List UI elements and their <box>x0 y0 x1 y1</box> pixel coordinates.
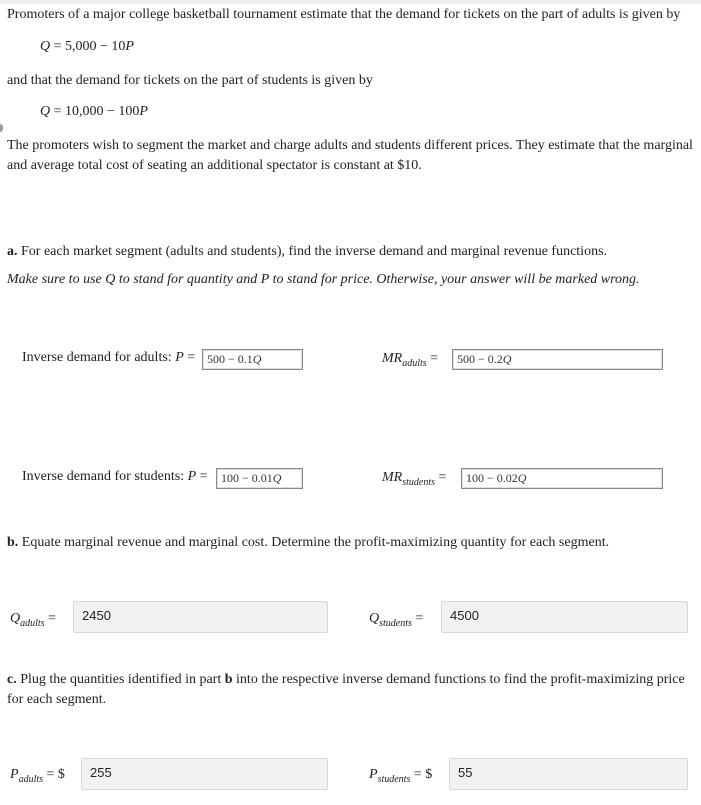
part-a-note: Make sure to use Q to stand for quantity and P to stand for price. Otherwise, your answer will be marked wrong. <box>7 272 640 287</box>
top-bar <box>0 0 701 4</box>
intro-line-2: and that the demand for tickets on the part of students is given by <box>7 73 373 88</box>
p-students-label: $P_{students}$ = $ <box>369 767 433 785</box>
intro-line-3: The promoters wish to segment the market and charge adults and students different prices. They estimate that the marginal and average total cost of seating an additional spectator is constant at $10. <box>7 138 693 173</box>
inverse-demand-adults-label: Inverse demand for adults: P = <box>22 350 196 365</box>
part-a-question: a. For each market segment (adults and students), find the inverse demand and marginal revenue functions. <box>7 244 608 259</box>
mr-adults-label: $MR_{adults}$ = <box>382 351 439 369</box>
equation-adults-demand: Q = 5,000 − 10P <box>40 39 134 54</box>
inverse-demand-students-input[interactable]: 100 − 0.01Q <box>216 468 303 489</box>
inverse-demand-students-label: Inverse demand for students: P = <box>22 469 208 484</box>
p-adults-input[interactable]: 255 <box>81 758 328 790</box>
intro-line-1: Promoters of a major college basketball tournament estimate that the demand for tickets on the part of adults is given by <box>7 7 681 22</box>
mr-students-input[interactable]: 100 − 0.02Q <box>461 468 663 489</box>
part-b-question: b. Equate marginal revenue and marginal cost. Determine the profit-maximizing quantity for each segment. <box>7 535 610 550</box>
inverse-demand-adults-input[interactable]: 500 − 0.1Q <box>202 349 303 370</box>
q-adults-input[interactable]: 2450 <box>73 601 328 633</box>
q-students-input[interactable]: 4500 <box>441 601 688 633</box>
margin-marker <box>0 124 3 132</box>
mr-students-label: $MR_{students}$ = <box>382 470 447 488</box>
equation-students-demand: Q = 10,000 − 100P <box>40 104 148 119</box>
p-adults-label: $P_{adults}$ = $ <box>10 767 65 785</box>
q-adults-label: $Q_{adults}$ = <box>10 611 56 629</box>
q-students-label: $Q_{students}$ = <box>369 611 424 629</box>
mr-adults-input[interactable]: 500 − 0.2Q <box>452 349 663 370</box>
part-c-question: c. Plug the quantities identified in part b into the respective inverse demand functions to find the profit-maximizing price for each segment. <box>7 672 685 707</box>
p-students-input[interactable]: 55 <box>449 758 688 790</box>
